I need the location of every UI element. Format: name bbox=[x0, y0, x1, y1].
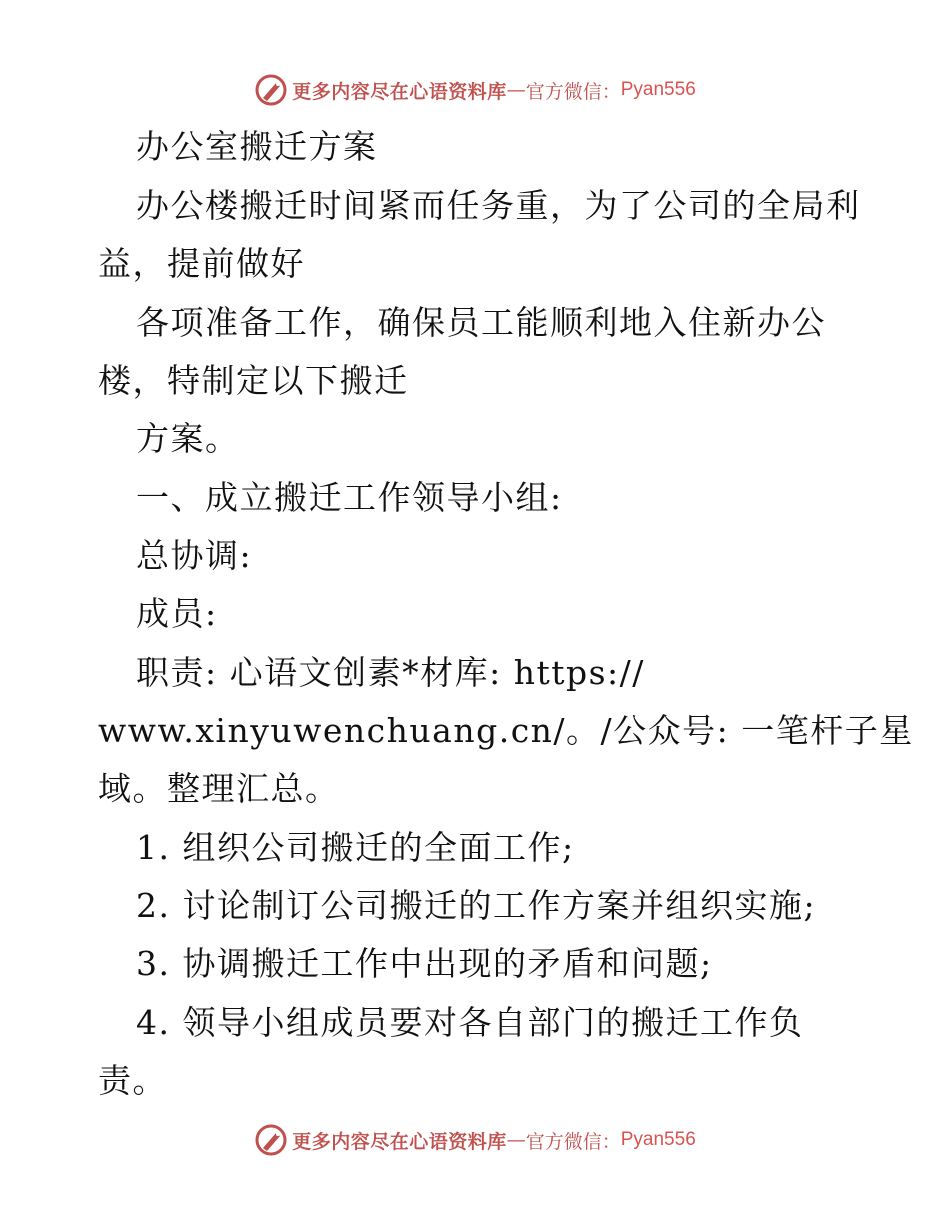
banner-wechat-label: 官方微信： bbox=[525, 1130, 621, 1153]
banner-dash: — bbox=[506, 1129, 526, 1151]
document-title: 办公室搬迁方案 bbox=[136, 127, 378, 166]
banner-text: 更多内容尽在心语资料库 bbox=[292, 1130, 507, 1153]
list-item: 4. 领导小组成员要对各自部门的搬迁工作负 bbox=[136, 1003, 804, 1042]
paragraph-line: 职责: 心语文创素*材库: https:// bbox=[136, 653, 645, 692]
banner-dash: — bbox=[506, 79, 526, 101]
paragraph-line: 益，提前做好 bbox=[98, 244, 305, 283]
paragraph-line: 成员: bbox=[136, 594, 218, 633]
paragraph-line: www.xinyuwenchuang.cn/。/公众号: 一笔杆子星 bbox=[98, 711, 914, 750]
pen-logo-icon bbox=[254, 73, 288, 107]
banner-text: 更多内容尽在心语资料库 bbox=[292, 80, 507, 103]
paragraph-line: 楼，特制定以下搬迁 bbox=[98, 361, 409, 400]
section-heading: 一、成立搬迁工作领导小组: bbox=[136, 478, 563, 517]
footer-banner bbox=[0, 1120, 950, 1160]
list-item: 1. 组织公司搬迁的全面工作; bbox=[136, 828, 575, 867]
paragraph-line: 域。整理汇总。 bbox=[98, 769, 340, 808]
pen-logo-icon bbox=[254, 1123, 288, 1157]
paragraph-line: 责。 bbox=[98, 1061, 167, 1100]
banner-wechat-id: Pyan556 bbox=[620, 79, 696, 100]
paragraph-line: 办公楼搬迁时间紧而任务重，为了公司的全局利 bbox=[136, 186, 861, 225]
banner-wechat-id: Pyan556 bbox=[620, 1129, 696, 1150]
list-item: 2. 讨论制订公司搬迁的工作方案并组织实施; bbox=[136, 886, 817, 925]
paragraph-line: 总协调: bbox=[136, 536, 253, 575]
list-item: 3. 协调搬迁工作中出现的矛盾和问题; bbox=[136, 944, 713, 983]
banner-wechat-label: 官方微信： bbox=[525, 80, 621, 103]
paragraph-line: 方案。 bbox=[136, 419, 240, 458]
paragraph-line: 各项准备工作，确保员工能顺利地入住新办公 bbox=[136, 303, 826, 342]
header-banner bbox=[0, 70, 950, 110]
